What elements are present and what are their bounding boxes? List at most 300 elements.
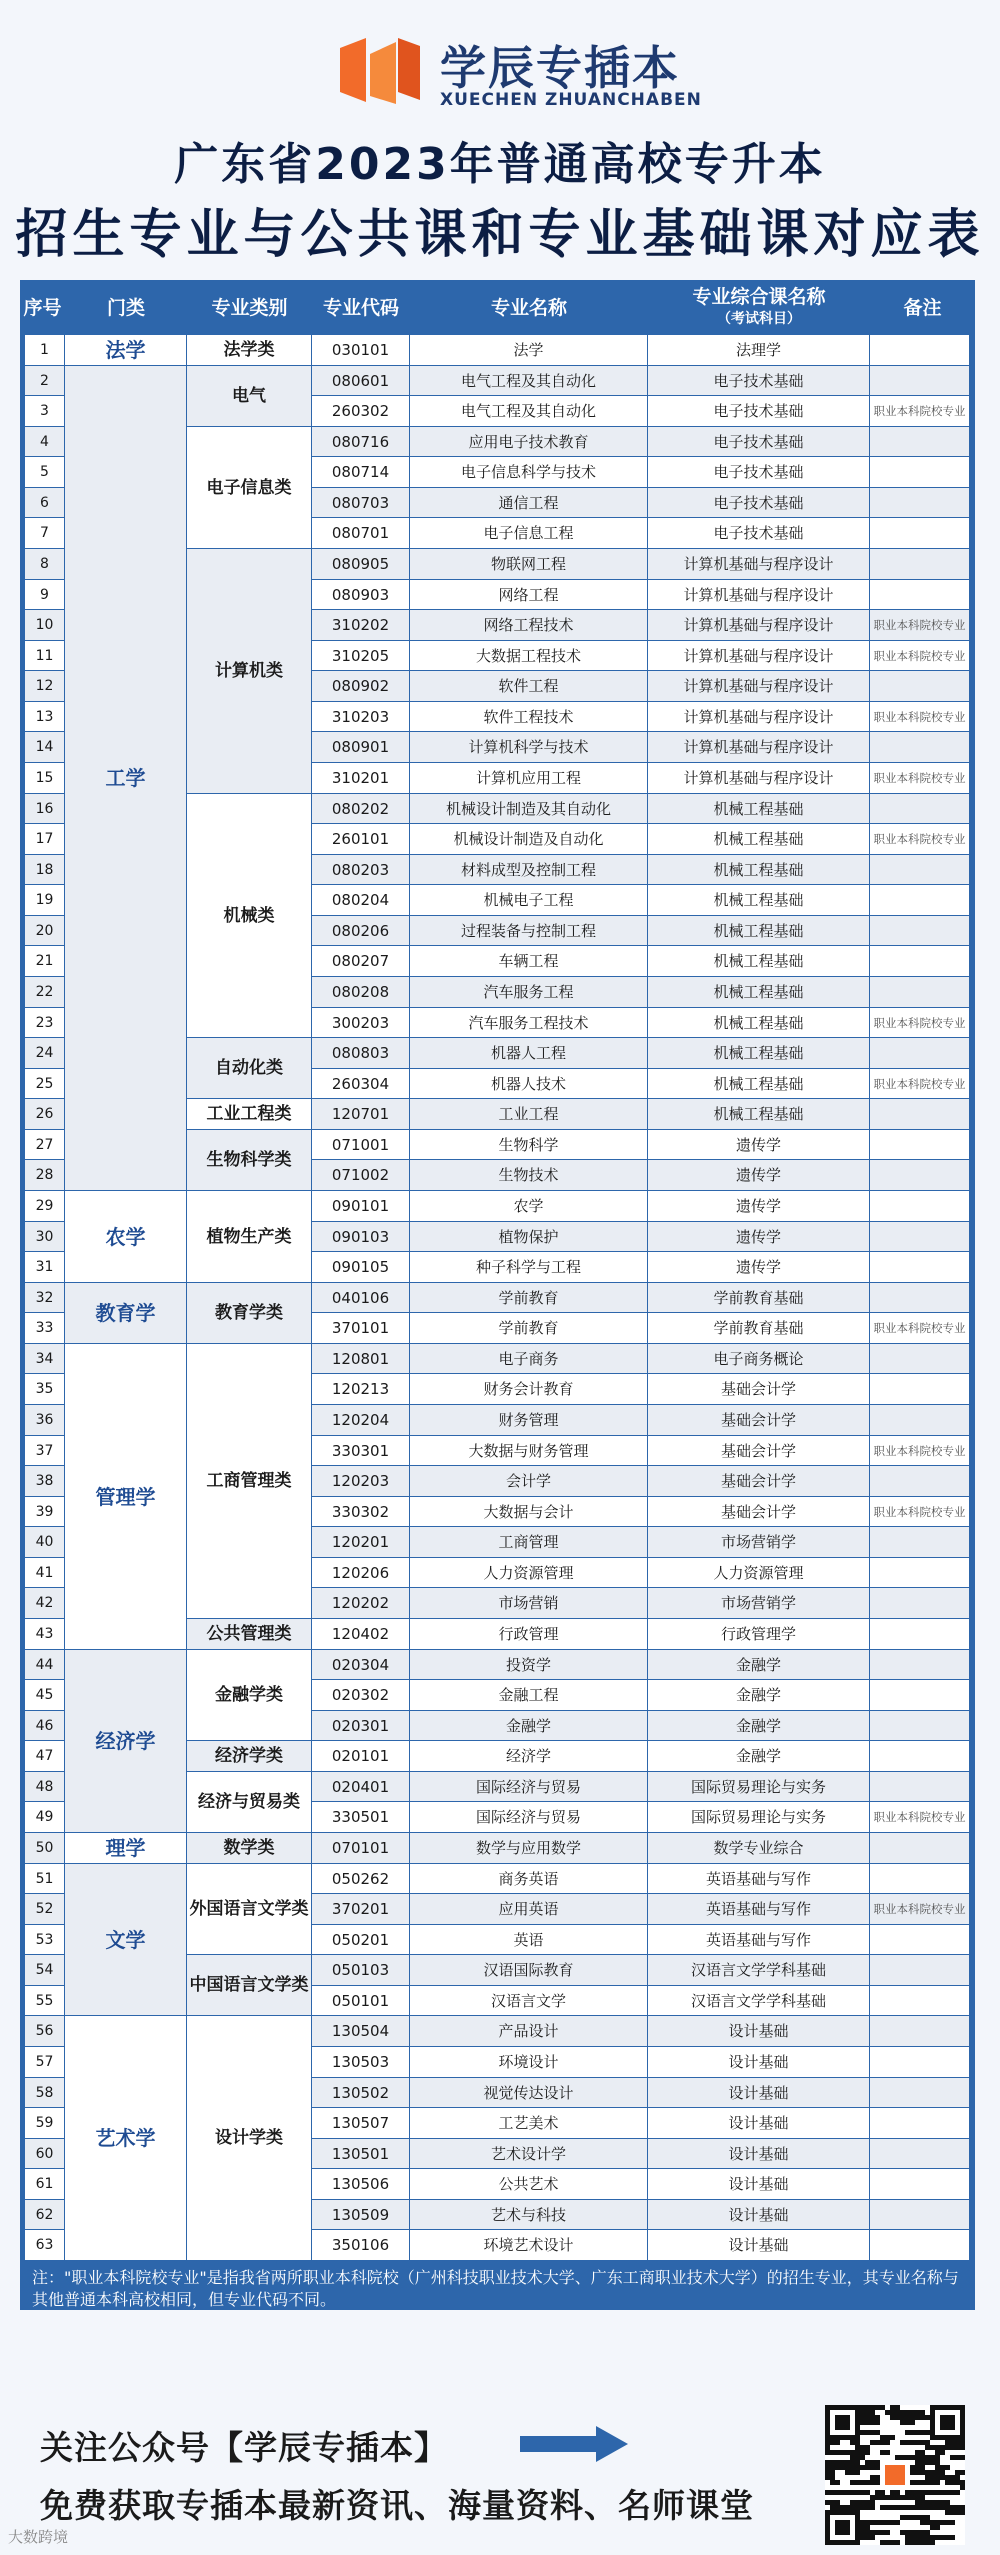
- row-course: 计算机基础与程序设计: [648, 763, 870, 794]
- row-seq: 24: [25, 1038, 65, 1069]
- row-note: [870, 2200, 970, 2230]
- row-note: [870, 2016, 970, 2047]
- row-major: 公共艺术: [410, 2169, 648, 2200]
- row-major: 物联网工程: [410, 549, 648, 580]
- row-note: [870, 2047, 970, 2078]
- header-seq: 序号: [23, 296, 62, 319]
- category-cell: 中国语言文学类: [187, 1955, 312, 2016]
- row-seq: 28: [25, 1160, 65, 1191]
- row-code: 120206: [312, 1558, 410, 1588]
- row-note: 职业本科院校专业: [870, 702, 970, 732]
- watermark-text: 大数跨境: [8, 2528, 69, 2546]
- row-course: 机械工程基础: [648, 855, 870, 885]
- row-code: 300203: [312, 1008, 410, 1038]
- row-note: [870, 1222, 970, 1252]
- row-major: 投资学: [410, 1650, 648, 1680]
- row-major: 种子科学与工程: [410, 1252, 648, 1283]
- row-code: 370101: [312, 1313, 410, 1344]
- row-seq: 7: [25, 518, 65, 549]
- row-seq: 63: [25, 2230, 65, 2261]
- row-note: 职业本科院校专业: [870, 1894, 970, 1925]
- row-course: 设计基础: [648, 2230, 870, 2261]
- category-cell: 工业工程类: [187, 1099, 312, 1130]
- row-major: 学前教育: [410, 1283, 648, 1313]
- row-seq: 58: [25, 2078, 65, 2108]
- category-cell: 金融学类: [187, 1650, 312, 1741]
- follow-text: 关注公众号【学辰专插本】: [40, 2428, 448, 2467]
- row-code: 330501: [312, 1802, 410, 1833]
- row-code: 120202: [312, 1588, 410, 1619]
- row-course: 电子技术基础: [648, 457, 870, 488]
- category-cell: 植物生产类: [187, 1191, 312, 1283]
- header-course: [648, 280, 870, 335]
- row-course: 机械工程基础: [648, 794, 870, 824]
- row-seq: 40: [25, 1527, 65, 1558]
- row-code: 080202: [312, 794, 410, 824]
- row-note: [870, 671, 970, 702]
- row-course: 遗传学: [648, 1191, 870, 1222]
- row-note: [870, 1405, 970, 1436]
- row-note: [870, 1191, 970, 1222]
- category-cell: 外国语言文学类: [187, 1864, 312, 1955]
- row-major: 工商管理: [410, 1527, 648, 1558]
- row-course: 设计基础: [648, 2078, 870, 2108]
- category-cell: 经济与贸易类: [187, 1772, 312, 1833]
- row-course: 机械工程基础: [648, 824, 870, 855]
- category-cell: 数学类: [187, 1833, 312, 1864]
- brand-header: [0, 18, 1000, 128]
- row-code: 130507: [312, 2108, 410, 2139]
- row-seq: 15: [25, 763, 65, 794]
- row-seq: 36: [25, 1405, 65, 1436]
- row-note: [870, 335, 970, 366]
- row-seq: 51: [25, 1864, 65, 1894]
- row-seq: 62: [25, 2200, 65, 2230]
- row-seq: 49: [25, 1802, 65, 1833]
- row-seq: 35: [25, 1374, 65, 1405]
- row-seq: 16: [25, 794, 65, 824]
- row-note: [870, 732, 970, 763]
- row-course: 金融学: [648, 1711, 870, 1741]
- row-major: 会计学: [410, 1466, 648, 1497]
- row-note: [870, 1711, 970, 1741]
- row-note: [870, 1588, 970, 1619]
- row-major: 应用电子技术教育: [410, 427, 648, 457]
- row-seq: 19: [25, 885, 65, 916]
- row-major: 英语: [410, 1925, 648, 1955]
- row-code: 310205: [312, 641, 410, 671]
- row-major: 财务会计教育: [410, 1374, 648, 1405]
- row-note: 职业本科院校专业: [870, 1497, 970, 1527]
- row-code: 080204: [312, 885, 410, 916]
- row-course: 金融学: [648, 1741, 870, 1772]
- row-code: 020101: [312, 1741, 410, 1772]
- row-major: 国际经济与贸易: [410, 1772, 648, 1802]
- row-course: 计算机基础与程序设计: [648, 610, 870, 641]
- row-note: [870, 1741, 970, 1772]
- row-major: 人力资源管理: [410, 1558, 648, 1588]
- row-seq: 17: [25, 824, 65, 855]
- row-major: 环境艺术设计: [410, 2230, 648, 2261]
- row-code: 120204: [312, 1405, 410, 1436]
- row-course: 机械工程基础: [648, 1069, 870, 1099]
- row-major: 学前教育: [410, 1313, 648, 1344]
- row-major: 商务英语: [410, 1864, 648, 1894]
- row-major: 计算机应用工程: [410, 763, 648, 794]
- row-major: 经济学: [410, 1741, 648, 1772]
- row-seq: 47: [25, 1741, 65, 1772]
- row-seq: 30: [25, 1222, 65, 1252]
- row-seq: 46: [25, 1711, 65, 1741]
- row-major: 电子商务: [410, 1344, 648, 1374]
- row-course: 设计基础: [648, 2047, 870, 2078]
- row-note: 职业本科院校专业: [870, 824, 970, 855]
- row-major: 汽车服务工程: [410, 977, 648, 1008]
- row-note: [870, 1650, 970, 1680]
- row-seq: 23: [25, 1008, 65, 1038]
- row-seq: 53: [25, 1925, 65, 1955]
- row-code: 080902: [312, 671, 410, 702]
- category-cell: 法学类: [187, 335, 312, 366]
- row-code: 130501: [312, 2139, 410, 2169]
- menlei-cell: 理学: [65, 1833, 187, 1864]
- row-note: [870, 855, 970, 885]
- row-course: 遗传学: [648, 1222, 870, 1252]
- row-seq: 41: [25, 1558, 65, 1588]
- row-code: 070101: [312, 1833, 410, 1864]
- row-major: 农学: [410, 1191, 648, 1222]
- row-code: 050101: [312, 1986, 410, 2016]
- row-code: 050201: [312, 1925, 410, 1955]
- row-major: 汉语国际教育: [410, 1955, 648, 1986]
- row-major: 大数据工程技术: [410, 641, 648, 671]
- row-note: [870, 2108, 970, 2139]
- row-course: 行政管理学: [648, 1619, 870, 1650]
- category-cell: 公共管理类: [187, 1619, 312, 1650]
- row-course: 人力资源管理: [648, 1558, 870, 1588]
- row-major: 过程装备与控制工程: [410, 916, 648, 946]
- row-course: 基础会计学: [648, 1466, 870, 1497]
- row-major: 国际经济与贸易: [410, 1802, 648, 1833]
- category-cell: 电子信息类: [187, 427, 312, 549]
- row-course: 遗传学: [648, 1160, 870, 1191]
- row-note: 职业本科院校专业: [870, 1008, 970, 1038]
- row-course: 数学专业综合: [648, 1833, 870, 1864]
- row-code: 120402: [312, 1619, 410, 1650]
- row-major: 数学与应用数学: [410, 1833, 648, 1864]
- row-seq: 44: [25, 1650, 65, 1680]
- row-course: 市场营销学: [648, 1588, 870, 1619]
- row-seq: 57: [25, 2047, 65, 2078]
- row-note: 职业本科院校专业: [870, 1069, 970, 1099]
- row-seq: 5: [25, 457, 65, 488]
- row-code: 130504: [312, 2016, 410, 2047]
- row-note: [870, 580, 970, 610]
- row-seq: 32: [25, 1283, 65, 1313]
- row-seq: 45: [25, 1680, 65, 1711]
- row-major: 大数据与会计: [410, 1497, 648, 1527]
- qr-code-icon[interactable]: [825, 2405, 965, 2545]
- row-note: [870, 1130, 970, 1160]
- row-major: 网络工程: [410, 580, 648, 610]
- row-course: 金融学: [648, 1650, 870, 1680]
- category-cell: 机械类: [187, 794, 312, 1038]
- row-major: 计算机科学与技术: [410, 732, 648, 763]
- header-code: 专业代码: [322, 296, 399, 319]
- row-seq: 29: [25, 1191, 65, 1222]
- row-course: 基础会计学: [648, 1436, 870, 1466]
- row-note: [870, 1986, 970, 2016]
- row-note: [870, 1527, 970, 1558]
- row-seq: 25: [25, 1069, 65, 1099]
- row-seq: 22: [25, 977, 65, 1008]
- row-note: [870, 366, 970, 396]
- row-course: 计算机基础与程序设计: [648, 641, 870, 671]
- menlei-cell: 教育学: [65, 1283, 187, 1344]
- row-course: 计算机基础与程序设计: [648, 702, 870, 732]
- row-course: 遗传学: [648, 1130, 870, 1160]
- header-category: 专业类别: [211, 296, 288, 319]
- row-major: 通信工程: [410, 488, 648, 518]
- row-course: 电子技术基础: [648, 518, 870, 549]
- row-seq: 21: [25, 946, 65, 977]
- row-seq: 38: [25, 1466, 65, 1497]
- row-code: 120213: [312, 1374, 410, 1405]
- header-major: 专业名称: [490, 296, 567, 319]
- promo-text: 免费获取专插本最新资讯、海量资料、名师课堂: [40, 2486, 754, 2525]
- row-code: 130503: [312, 2047, 410, 2078]
- row-note: [870, 977, 970, 1008]
- row-course: 金融学: [648, 1680, 870, 1711]
- row-note: 职业本科院校专业: [870, 641, 970, 671]
- row-major: 软件工程: [410, 671, 648, 702]
- row-code: 130506: [312, 2169, 410, 2200]
- table-header: [20, 280, 975, 335]
- row-note: [870, 1283, 970, 1313]
- row-major: 电子信息科学与技术: [410, 457, 648, 488]
- row-major: 市场营销: [410, 1588, 648, 1619]
- table-body: [25, 335, 970, 2261]
- row-code: 260101: [312, 824, 410, 855]
- row-major: 生物技术: [410, 1160, 648, 1191]
- row-note: [870, 1466, 970, 1497]
- row-note: [870, 916, 970, 946]
- row-major: 行政管理: [410, 1619, 648, 1650]
- row-note: [870, 1038, 970, 1069]
- row-note: [870, 518, 970, 549]
- row-seq: 14: [25, 732, 65, 763]
- row-note: [870, 1772, 970, 1802]
- row-note: [870, 488, 970, 518]
- row-course: 英语基础与写作: [648, 1925, 870, 1955]
- row-course: 国际贸易理论与实务: [648, 1802, 870, 1833]
- row-code: 040106: [312, 1283, 410, 1313]
- row-major: 网络工程技术: [410, 610, 648, 641]
- category-cell: 自动化类: [187, 1038, 312, 1099]
- row-note: [870, 427, 970, 457]
- row-code: 080714: [312, 457, 410, 488]
- menlei-cell: 文学: [65, 1864, 187, 2016]
- row-seq: 27: [25, 1130, 65, 1160]
- row-course: 电子技术基础: [648, 488, 870, 518]
- row-major: 机械电子工程: [410, 885, 648, 916]
- row-major: 机器人技术: [410, 1069, 648, 1099]
- row-note: [870, 1680, 970, 1711]
- row-course: 机械工程基础: [648, 885, 870, 916]
- row-code: 120201: [312, 1527, 410, 1558]
- menlei-cell: 管理学: [65, 1344, 187, 1650]
- row-major: 机械设计制造及其自动化: [410, 794, 648, 824]
- row-note: 职业本科院校专业: [870, 1313, 970, 1344]
- row-seq: 60: [25, 2139, 65, 2169]
- row-code: 120701: [312, 1099, 410, 1130]
- row-course: 机械工程基础: [648, 977, 870, 1008]
- row-course: 遗传学: [648, 1252, 870, 1283]
- row-course: 计算机基础与程序设计: [648, 580, 870, 610]
- row-code: 020401: [312, 1772, 410, 1802]
- row-course: 机械工程基础: [648, 1099, 870, 1130]
- row-major: 材料成型及控制工程: [410, 855, 648, 885]
- row-major: 应用英语: [410, 1894, 648, 1925]
- row-seq: 48: [25, 1772, 65, 1802]
- row-course: 机械工程基础: [648, 1008, 870, 1038]
- category-cell: 计算机类: [187, 549, 312, 794]
- row-course: 汉语言文学学科基础: [648, 1986, 870, 2016]
- row-code: 260304: [312, 1069, 410, 1099]
- row-course: 基础会计学: [648, 1405, 870, 1436]
- row-code: 130502: [312, 2078, 410, 2108]
- row-code: 090105: [312, 1252, 410, 1283]
- logo-icon: [336, 34, 422, 106]
- row-code: 310201: [312, 763, 410, 794]
- row-major: 汽车服务工程技术: [410, 1008, 648, 1038]
- menlei-cell: 工学: [65, 366, 187, 1191]
- category-cell: 经济学类: [187, 1741, 312, 1772]
- row-seq: 26: [25, 1099, 65, 1130]
- row-note: [870, 1160, 970, 1191]
- row-note: [870, 794, 970, 824]
- row-course: 设计基础: [648, 2139, 870, 2169]
- row-seq: 55: [25, 1986, 65, 2016]
- row-course: 机械工程基础: [648, 1038, 870, 1069]
- row-seq: 39: [25, 1497, 65, 1527]
- row-seq: 12: [25, 671, 65, 702]
- row-code: 080905: [312, 549, 410, 580]
- row-code: 080207: [312, 946, 410, 977]
- row-code: 350106: [312, 2230, 410, 2261]
- row-major: 车辆工程: [410, 946, 648, 977]
- row-seq: 18: [25, 855, 65, 885]
- menlei-cell: 艺术学: [65, 2016, 187, 2261]
- footnote: 注："职业本科院校专业"是指我省两所职业本科院校（广州科技职业技术大学、广东工商职业技术大学）的招生专业，其专业名称与其他普通本科高校相同，但专业代码不同。: [32, 2268, 959, 2309]
- row-code: 330301: [312, 1436, 410, 1466]
- row-code: 080208: [312, 977, 410, 1008]
- row-seq: 20: [25, 916, 65, 946]
- row-note: [870, 1619, 970, 1650]
- row-seq: 1: [25, 335, 65, 366]
- row-note: [870, 549, 970, 580]
- row-major: 汉语言文学: [410, 1986, 648, 2016]
- row-code: 050262: [312, 1864, 410, 1894]
- row-code: 071002: [312, 1160, 410, 1191]
- row-code: 080703: [312, 488, 410, 518]
- row-code: 090103: [312, 1222, 410, 1252]
- row-course: 市场营销学: [648, 1527, 870, 1558]
- row-major: 艺术与科技: [410, 2200, 648, 2230]
- row-course: 汉语言文学学科基础: [648, 1955, 870, 1986]
- menlei-cell: 经济学: [65, 1650, 187, 1833]
- row-code: 080803: [312, 1038, 410, 1069]
- row-major: 软件工程技术: [410, 702, 648, 732]
- row-course: 电子技术基础: [648, 366, 870, 396]
- row-note: [870, 946, 970, 977]
- row-note: [870, 2078, 970, 2108]
- row-seq: 3: [25, 396, 65, 427]
- row-course: 英语基础与写作: [648, 1864, 870, 1894]
- row-seq: 8: [25, 549, 65, 580]
- row-seq: 50: [25, 1833, 65, 1864]
- row-note: [870, 1955, 970, 1986]
- row-note: [870, 1925, 970, 1955]
- row-note: [870, 2139, 970, 2169]
- row-major: 大数据与财务管理: [410, 1436, 648, 1466]
- row-major: 财务管理: [410, 1405, 648, 1436]
- row-note: [870, 885, 970, 916]
- row-code: 020304: [312, 1650, 410, 1680]
- row-code: 260302: [312, 396, 410, 427]
- row-course: 基础会计学: [648, 1374, 870, 1405]
- row-course: 计算机基础与程序设计: [648, 732, 870, 763]
- row-note: [870, 1252, 970, 1283]
- row-major: 植物保护: [410, 1222, 648, 1252]
- row-note: 职业本科院校专业: [870, 1802, 970, 1833]
- row-seq: 52: [25, 1894, 65, 1925]
- row-code: 080206: [312, 916, 410, 946]
- row-note: 职业本科院校专业: [870, 610, 970, 641]
- row-seq: 31: [25, 1252, 65, 1283]
- row-course: 国际贸易理论与实务: [648, 1772, 870, 1802]
- row-course: 设计基础: [648, 2200, 870, 2230]
- row-code: 020301: [312, 1711, 410, 1741]
- header-remark: 备注: [903, 296, 942, 319]
- row-note: [870, 457, 970, 488]
- page-title-line1: 广东省2023年普通高校专升本: [174, 139, 826, 190]
- row-code: 030101: [312, 335, 410, 366]
- header-menlei: 门类: [106, 296, 145, 319]
- row-note: 职业本科院校专业: [870, 763, 970, 794]
- row-seq: 6: [25, 488, 65, 518]
- row-code: 310203: [312, 702, 410, 732]
- row-course: 电子技术基础: [648, 427, 870, 457]
- row-major: 生物科学: [410, 1130, 648, 1160]
- row-major: 电子信息工程: [410, 518, 648, 549]
- row-seq: 9: [25, 580, 65, 610]
- row-seq: 59: [25, 2108, 65, 2139]
- row-code: 370201: [312, 1894, 410, 1925]
- brand-subtitle: XUECHEN ZHUANCHABEN: [440, 90, 702, 110]
- row-code: 080716: [312, 427, 410, 457]
- row-course: 法理学: [648, 335, 870, 366]
- row-course: 设计基础: [648, 2016, 870, 2047]
- row-note: [870, 1099, 970, 1130]
- row-code: 310202: [312, 610, 410, 641]
- row-code: 050103: [312, 1955, 410, 1986]
- row-code: 080203: [312, 855, 410, 885]
- row-seq: 42: [25, 1588, 65, 1619]
- row-major: 环境设计: [410, 2047, 648, 2078]
- row-major: 工艺美术: [410, 2108, 648, 2139]
- row-note: [870, 1374, 970, 1405]
